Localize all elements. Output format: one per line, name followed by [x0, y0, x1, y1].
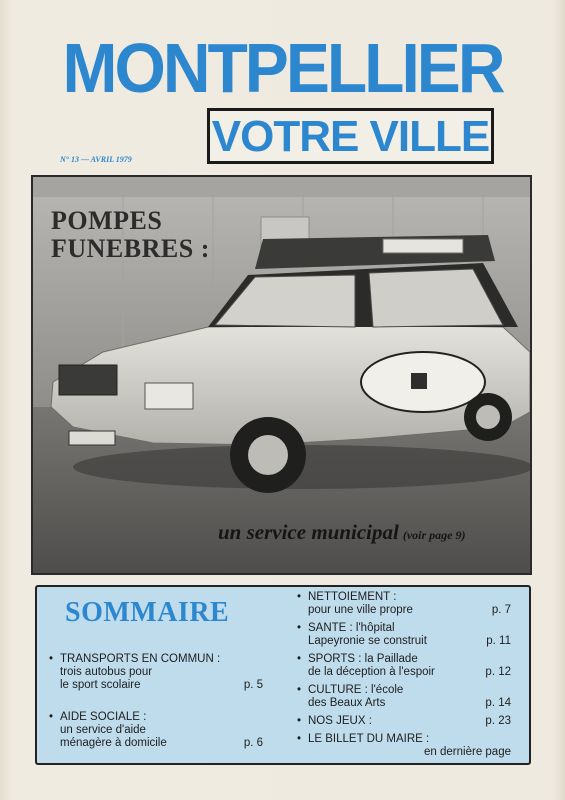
toc-entry-transports[interactable] [49, 653, 263, 692]
toc-entry-sports[interactable] [297, 653, 511, 679]
toc-entry-text: de la déception à l'espoir [308, 666, 435, 678]
toc-entry-page: p. 14 [485, 697, 511, 709]
toc-entry-page: p. 23 [485, 715, 511, 727]
toc-entry-page: p. 11 [486, 635, 511, 647]
bullet-icon: • [297, 733, 302, 745]
toc-entry-heading: AIDE SOCIALE : [60, 711, 147, 723]
toc-entry-page: p. 5 [243, 679, 263, 691]
toc-entry-heading: CULTURE : l'école [308, 684, 404, 696]
toc-entry-text: des Beaux Arts [308, 697, 386, 709]
toc-entry-page: p. 6 [243, 737, 263, 749]
toc-entry-heading: SANTE : l'hôpital [308, 622, 395, 634]
cover-headline: POMPES FUNEBRES : [51, 206, 210, 263]
issue-date: N° 13 — AVRIL 1979 [60, 155, 132, 164]
bullet-icon: • [297, 653, 302, 665]
bullet-icon: • [49, 653, 54, 665]
toc-entry-text: ménagère à domicile [60, 737, 167, 749]
table-of-contents [35, 585, 531, 765]
toc-entry-text: trois autobus pour [60, 666, 153, 678]
toc-entry-jeux[interactable] [297, 715, 511, 728]
toc-entry-page: p. 12 [485, 666, 511, 678]
bullet-icon: • [49, 711, 54, 723]
toc-entry-page: p. 7 [491, 604, 511, 616]
toc-entry-heading: NETTOIEMENT : [308, 591, 397, 603]
toc-entry-billet-maire[interactable] [297, 733, 511, 758]
toc-entry-sante[interactable] [297, 622, 511, 648]
toc-entry-nettoiement[interactable] [297, 591, 511, 617]
bullet-icon: • [297, 684, 302, 696]
toc-entry-page: en dernière page [424, 746, 511, 758]
toc-entry-text: pour une ville propre [308, 604, 413, 616]
masthead-subtitle-box [207, 108, 494, 164]
toc-entry-heading: NOS JEUX : [308, 715, 372, 727]
column-divider [291, 595, 292, 757]
toc-entry-culture[interactable] [297, 684, 511, 710]
bullet-icon: • [297, 591, 302, 603]
toc-entry-heading: TRANSPORTS EN COMMUN : [60, 653, 221, 665]
caption-page-ref: (voir page 9) [402, 528, 466, 542]
summary-title: SOMMAIRE [65, 597, 230, 628]
toc-entry-aide-sociale[interactable] [49, 711, 263, 750]
toc-entry-text: le sport scolaire [60, 679, 141, 691]
toc-entry-text: un service d'aide [60, 724, 146, 736]
bullet-icon: • [297, 622, 302, 634]
bullet-icon: • [297, 715, 302, 727]
masthead-title: MONTPELLIER [62, 29, 503, 107]
toc-entry-heading: LE BILLET DU MAIRE : [308, 733, 430, 745]
masthead-subtitle: VOTRE VILLE [211, 112, 490, 161]
cover-caption [218, 520, 528, 544]
toc-entry-text: Lapeyronie se construit [308, 635, 427, 647]
caption-text: un service municipal [218, 520, 399, 544]
toc-entry-heading: SPORTS : la Paillade [308, 653, 418, 665]
cover-photo [31, 175, 532, 575]
